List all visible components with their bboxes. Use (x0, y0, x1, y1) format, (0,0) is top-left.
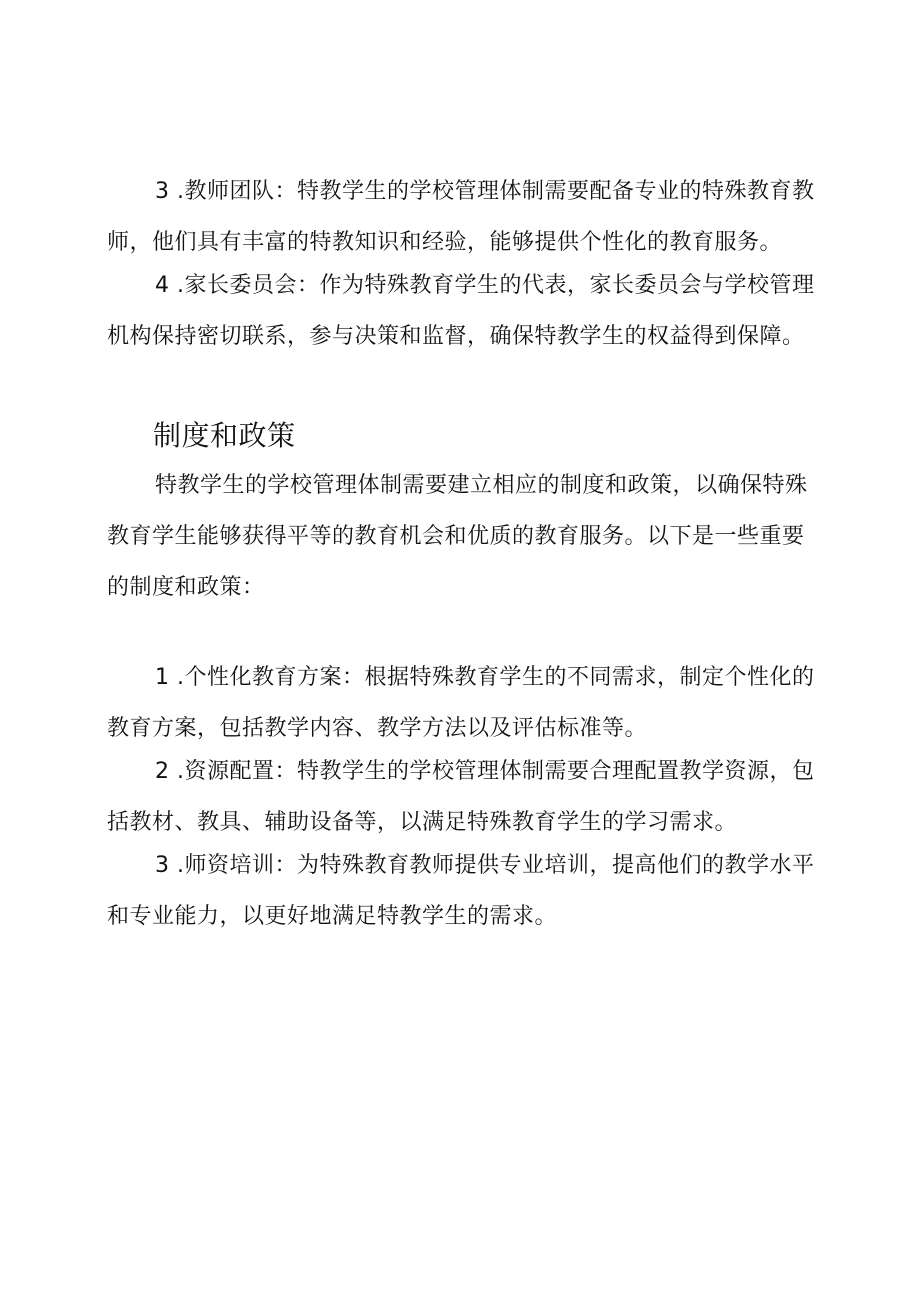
list-item-individual-plan: 1 .个性化教育方案：根据特殊教育学生的不同需求，制定个性化的教育方案，包括教学内容、教学方法以及评估标准等。 (107, 665, 815, 741)
list-item-parent-committee: 4 .家长委员会：作为特殊教育学生的代表，家长委员会与学校管理机构保持密切联系，参与决策和监督，确保特教学生的权益得到保障。 (107, 273, 815, 349)
list-item-resource-allocation: 2 .资源配置：特教学生的学校管理体制需要合理配置教学资源，包括教材、教具、辅助设备等，以满足特殊教育学生的学习需求。 (107, 759, 815, 835)
list-item-teacher-team: 3 .教师团队：特教学生的学校管理体制需要配备专业的特殊教育教师，他们具有丰富的特教知识和经验，能够提供个性化的教育服务。 (107, 179, 815, 255)
list-item-teacher-training: 3 .师资培训：为特殊教育教师提供专业培训，提高他们的教学水平和专业能力，以更好地满足特教学生的需求。 (107, 853, 815, 929)
section-intro: 特教学生的学校管理体制需要建立相应的制度和政策，以确保特殊教育学生能够获得平等的教育机会和优质的教育服务。以下是一些重要的制度和政策： (107, 473, 808, 600)
section-title: 制度和政策 (153, 419, 296, 452)
